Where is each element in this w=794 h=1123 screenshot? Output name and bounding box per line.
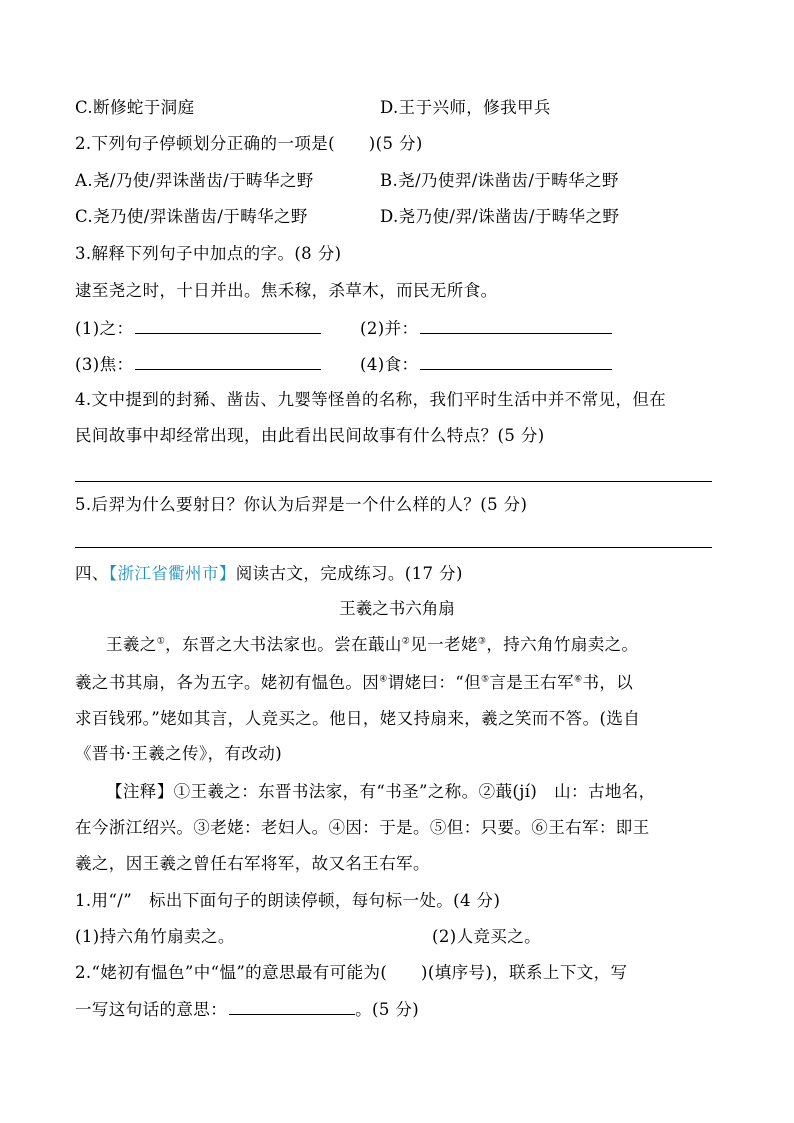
question-text: 。(5 分) xyxy=(355,1000,420,1019)
item-label: (3)焦： xyxy=(75,355,134,374)
answer-item xyxy=(75,317,321,340)
answer-blank[interactable] xyxy=(135,353,321,370)
answer-item xyxy=(360,317,612,340)
answer-line[interactable] xyxy=(75,547,712,548)
passage-text: 谓姥曰：“但 xyxy=(387,673,482,692)
question-4-line: 民间故事中却经常出现，由此看出民间故事有什么特点？(5 分) xyxy=(75,426,545,445)
note-marker: ③ xyxy=(477,636,487,647)
option-c: C.断修蛇于洞庭 xyxy=(75,98,195,117)
question-3-sentence: 逮至尧之时，十日并出。焦禾稼，杀草木，而民无所食。 xyxy=(75,281,498,300)
answer-item xyxy=(75,353,321,376)
passage-text: 王羲之 xyxy=(106,635,157,654)
answer-blank[interactable] xyxy=(420,317,612,334)
option-b: B.尧/乃使羿/诛凿齿/于畴华之野 xyxy=(380,171,619,190)
passage-question-1-stem: 1.用“/” 标出下面句子的朗读停顿，每句标一处。(4 分) xyxy=(75,891,501,910)
note-marker: ⑤ xyxy=(481,674,490,685)
answer-blank[interactable] xyxy=(135,317,321,334)
item-label: (4)食： xyxy=(360,355,419,374)
passage-line xyxy=(75,672,633,694)
item-label: (2)并： xyxy=(360,319,419,338)
question-3-stem: 3.解释下列句子中加点的字。(8 分) xyxy=(75,244,342,263)
passage-line: 求百钱邪。”姥如其言，人竞买之。他日，姥又持扇来，羲之笑而不答。(选自 xyxy=(75,709,641,728)
answer-item xyxy=(360,353,612,376)
passage-text: ，东晋之大书法家也。尝在蕺山 xyxy=(165,635,402,654)
answer-blank[interactable] xyxy=(229,998,355,1015)
notes-line: 在今浙江绍兴。③老姥：老妇人。④因：于是。⑤但：只要。⑥王右军：即王 xyxy=(75,818,650,837)
passage-question-2-line: 2.“姥初有愠色”中“愠”的意思最有可能为( )(填序号)，联系上下文，写 xyxy=(75,963,628,982)
sentence-b: (2)人竞买之。 xyxy=(432,927,542,946)
passage-text: 羲之书其扇，各为五字。姥初有愠色。因 xyxy=(75,673,380,692)
note-marker: ④ xyxy=(379,674,388,685)
option-a: A.尧/乃使/羿诛凿齿/于畴华之野 xyxy=(75,171,314,190)
answer-line[interactable] xyxy=(75,481,712,482)
passage-text: 见一老姥 xyxy=(410,635,478,654)
note-marker: ⑥ xyxy=(573,674,583,685)
passage-text: 言是王右军 xyxy=(489,673,574,692)
note-marker: ② xyxy=(401,636,411,647)
passage-text: 书，以 xyxy=(582,673,634,692)
passage-line xyxy=(106,634,638,656)
section-heading xyxy=(75,563,463,585)
question-4-line: 4.文中提到的封豨、凿齿、九婴等怪兽的名称，我们平时生活中并不常见，但在 xyxy=(75,390,667,409)
notes-line: 羲之，因王羲之曾任右军将军，故又名王右军。 xyxy=(75,854,430,873)
passage-title: 王羲之书六角扇 xyxy=(339,599,455,618)
source-tag: 【浙江省衢州市】 xyxy=(108,564,236,583)
question-5-line: 5.后羿为什么要射日？你认为后羿是一个什么样的人？(5 分) xyxy=(75,495,528,514)
section-instruction: 阅读古文，完成练习。(17 分) xyxy=(235,564,463,583)
answer-blank[interactable] xyxy=(420,353,612,370)
question-2-stem: 2.下列句子停顿划分正确的一项是( )(5 分) xyxy=(75,134,423,153)
option-d: D.尧乃使/羿/诛凿齿/于畴华之野 xyxy=(380,207,620,226)
option-c: C.尧乃使/羿诛凿齿/于畴华之野 xyxy=(75,207,308,226)
passage-text: ，持六角竹扇卖之。 xyxy=(486,635,639,654)
notes-line: 【注释】①王羲之：东晋书法家，有“书圣”之称。②蕺(jí) 山：古地名， xyxy=(106,782,656,801)
item-label: (1)之： xyxy=(75,319,134,338)
note-marker: ① xyxy=(156,636,166,647)
section-number: 四、 xyxy=(75,564,109,583)
sentence-a: (1)持六角竹扇卖之。 xyxy=(75,927,235,946)
question-text: 一写这句话的意思： xyxy=(75,1000,228,1019)
option-d: D.王于兴师，修我甲兵 xyxy=(380,98,551,117)
passage-question-2-line xyxy=(75,998,419,1021)
passage-line: 《晋书·王羲之传》，有改动) xyxy=(75,744,283,763)
